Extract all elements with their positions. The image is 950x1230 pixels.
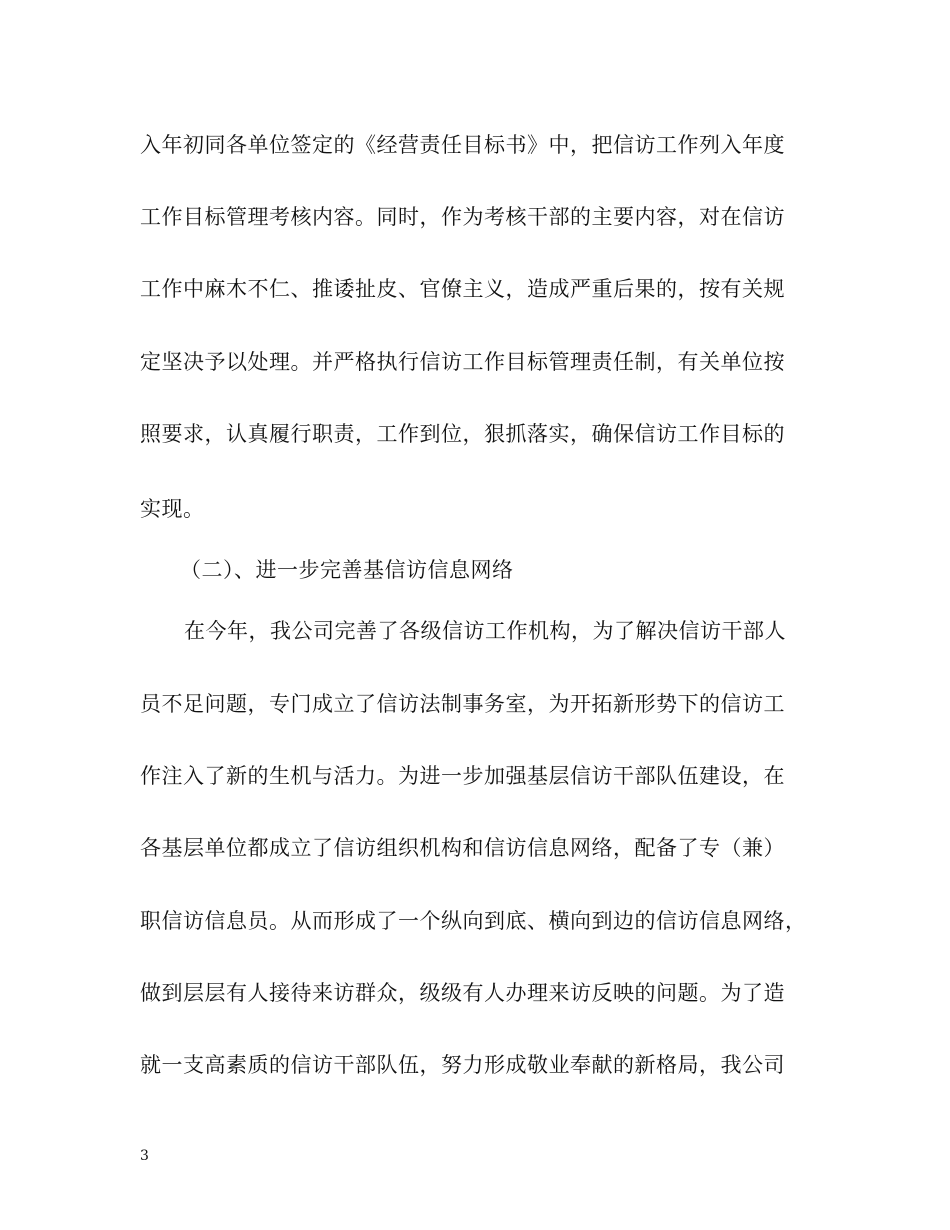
paragraph-line-8: 员不足问题，专门成立了信访法制事务室，为开拓新形势下的信访工 (140, 692, 785, 716)
paragraph-line-10: 各基层单位都成立了信访组织机构和信访信息网络，配备了专（兼） (140, 836, 785, 860)
page-number: 3 (140, 1148, 149, 1164)
paragraph-line-2: 工作目标管理考核内容。同时，作为考核干部的主要内容，对在信访 (140, 205, 785, 229)
paragraph-line-9: 作注入了新的生机与活力。为进一步加强基层信访干部队伍建设，在 (140, 764, 785, 788)
paragraph-line-1: 入年初同各单位签定的《经营责任目标书》中，把信访工作列入年度 (140, 133, 785, 157)
paragraph-line-7: 在今年，我公司完善了各级信访工作机构，为了解决信访干部人 (184, 619, 786, 643)
paragraph-line-13: 就一支高素质的信访干部队伍，努力形成敬业奉献的新格局，我公司 (140, 1053, 785, 1077)
section-heading: （二）、进一步完善基信访信息网络 (180, 558, 514, 582)
paragraph-line-5: 照要求，认真履行职责，工作到位，狠抓落实，确保信访工作目标的 (140, 422, 785, 446)
paragraph-line-3: 工作中麻木不仁、推诿扯皮、官僚主义，造成严重后果的，按有关规 (140, 277, 785, 301)
paragraph-line-11: 职信访信息员。从而形成了一个纵向到底、横向到边的信访信息网络， (140, 909, 807, 933)
paragraph-line-12: 做到层层有人接待来访群众，级级有人办理来访反映的问题。为了造 (140, 981, 785, 1005)
paragraph-line-6: 实现。 (140, 497, 205, 521)
paragraph-line-4: 定坚决予以处理。并严格执行信访工作目标管理责任制，有关单位按 (140, 350, 785, 374)
